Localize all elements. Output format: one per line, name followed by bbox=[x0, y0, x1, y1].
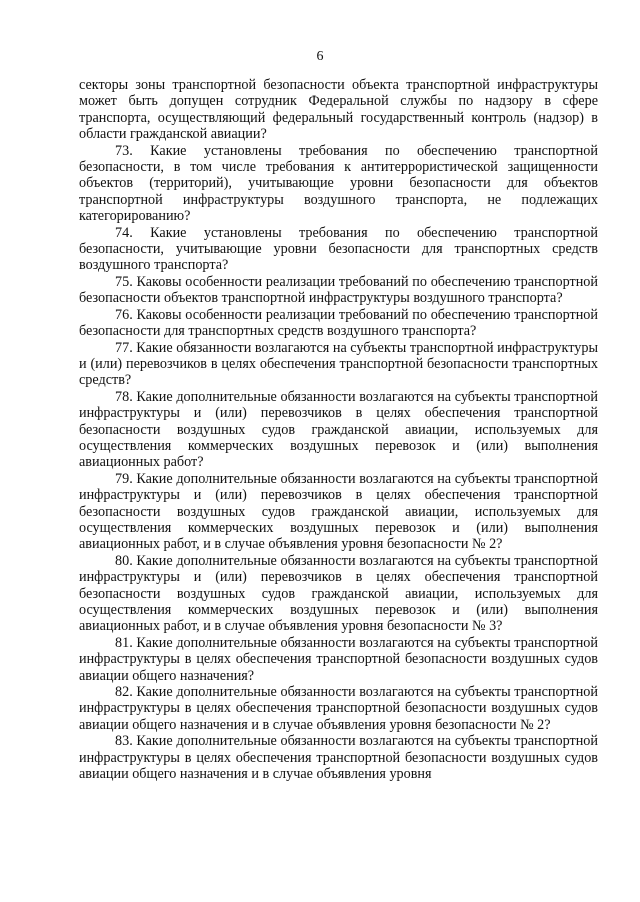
question-78: 78. Какие дополнительные обязанности возлагаются на субъекты транспортной инфраструктуры и (или) перевозчиков в целях обеспечения транспортной безопасности воздушных судов гражданской авиации, используемых для осуществления коммерческих воздушных перевозок и (или) выполнения авиационных работ? bbox=[79, 388, 598, 471]
question-81: 81. Какие дополнительные обязанности возлагаются на субъекты транспортной инфраструктуры в целях обеспечения транспортной безопасности воздушных судов авиации общего назначения? bbox=[79, 634, 598, 684]
document-body bbox=[79, 77, 598, 782]
question-73: 73. Какие установлены требования по обеспечению транспортной безопасности, в том числе требования к антитеррористической защищенности объектов (территорий), учитывающие уровни безопасности для объектов транспортной инфраструктуры воздушного транспорта, не подлежащих категорированию? bbox=[79, 142, 598, 225]
question-82: 82. Какие дополнительные обязанности возлагаются на субъекты транспортной инфраструктуры в целях обеспечения транспортной безопасности воздушных судов авиации общего назначения и в случае объявления уровня безопасности № 2? bbox=[79, 684, 598, 733]
page-number: 6 bbox=[316, 49, 324, 64]
question-75: 75. Каковы особенности реализации требований по обеспечению транспортной безопасности объектов транспортной инфраструктуры воздушного транспорта? bbox=[79, 273, 598, 307]
question-79: 79. Какие дополнительные обязанности возлагаются на субъекты транспортной инфраструктуры и (или) перевозчиков в целях обеспечения транспортной безопасности воздушных судов гражданской авиации, используемых для осуществления коммерческих воздушных перевозок и (или) выполнения авиационных работ, и в случае объявления уровня безопасности № 2? bbox=[79, 470, 598, 553]
paragraph-continuation: секторы зоны транспортной безопасности объекта транспортной инфраструктуры может быть допущен сотрудник Федеральной службы по надзору в сфере транспорта, осуществляющий федеральный государственный контроль (надзор) в области гражданской авиации? bbox=[79, 77, 598, 143]
question-80: 80. Какие дополнительные обязанности возлагаются на субъекты транспортной инфраструктуры и (или) перевозчиков в целях обеспечения транспортной безопасности воздушных судов гражданской авиации, используемых для осуществления коммерческих воздушных перевозок и (или) выполнения авиационных работ, и в случае объявления уровня безопасности № 3? bbox=[79, 552, 598, 635]
question-77: 77. Какие обязанности возлагаются на субъекты транспортной инфраструктуры и (или) перевозчиков в целях обеспечения транспортной безопасности транспортных средств? bbox=[79, 339, 598, 389]
question-74: 74. Какие установлены требования по обеспечению транспортной безопасности, учитывающие уровни безопасности для транспортных средств воздушного транспорта? bbox=[79, 224, 598, 274]
question-76: 76. Каковы особенности реализации требований по обеспечению транспортной безопасности для транспортных средств воздушного транспорта? bbox=[79, 306, 598, 340]
question-83: 83. Какие дополнительные обязанности возлагаются на субъекты транспортной инфраструктуры в целях обеспечения транспортной безопасности воздушных судов авиации общего назначения и в случае объявления уровня bbox=[79, 733, 598, 783]
